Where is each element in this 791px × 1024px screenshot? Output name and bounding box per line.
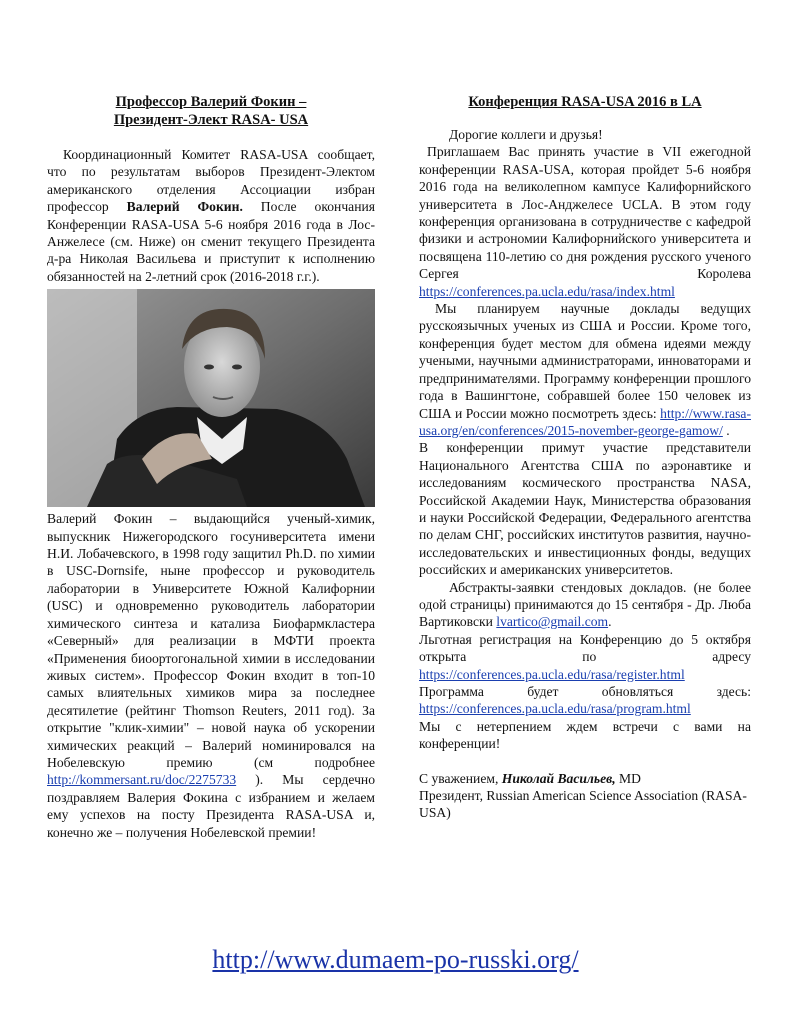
left-column [47,93,375,841]
plans-paragraph [419,300,751,439]
intro-name: Валерий Фокин. [126,199,243,215]
plans-text-end: . [722,422,730,438]
signature [419,770,751,787]
registration-link[interactable]: https://conferences.pa.ucla.edu/rasa/register.html [419,666,685,682]
greeting: Дорогие коллеги и друзья! [449,127,603,142]
previous-conference-link[interactable]: http://www.rasa-usa.org/en/conferences/2015-november-george-gamow/ [419,405,751,438]
abstracts-text: Абстракты-заявки стендовых докладов. (не более одой страницы) принимаются до 15 сентября - Др. Люба Вартиковски [419,579,751,630]
conference-index-link[interactable]: https://conferences.pa.ucla.edu/rasa/index.html [419,283,675,299]
bio-text-a: Валерий Фокин – выдающийся ученый-химик, выпускник Нижегородского госуниверситета имени Н.И. Лобачевского, в 1998 году защитил Ph.D. по химии в USC-Dornsife, ныне профессор и руководитель лаборатории в Университете Южной Калифорнии (USC) и одновременно руководитель лаборатории химического синтеза и катализа Биофармкластера «Северный» для реализации в МФТИ проекта «Применения биоортогональной химии в исследовании живых систем». Профессор Фокин входит в топ-10 самых влиятельных химиков мира за последнее десятилетие (рейтинг Thomson Reuters, 2011 год). За открытие "клик-химии" – новой наука об ускорении химических реакций – Валерий номинировался на Нобелевскую премию (см подробнее [47,511,375,770]
abstracts-paragraph [419,579,751,631]
plans-text: Мы планируем научные доклады ведущих русскоязычных ученых из США и России. Кроме того, конференция будет местом для обмена идеями между учеными, научными администраторами, инноваторами и предпринимателями. Программу конференции прошлого года в Вашингтоне, собравшей более 150 человек из США и России можно посмотреть здесь: [419,301,751,421]
right-column [419,93,751,822]
closing-paragraph: Мы с нетерпением ждем встречи с вами на конференции! [419,718,751,752]
invitation-text: Приглашаем Вас принять участие в VII ежегодной конференции RASA-USA, которая пройдет 5-6 ноября 2016 года на великолепном кампусе Калифорнийского университета в Лос-Анджелесе UCLA. В этом году конференция организована в сотрудничестве с кафедрой физики и астрономии Калифорнийского университета и посвящена 110-летию со дня рождения русского ученого Сергея Королева [419,144,751,282]
bio-paragraph [47,510,375,841]
program-link[interactable]: https://conferences.pa.ucla.edu/rasa/program.html [419,701,691,717]
bio-text-b: ). Мы сердечно поздравляем Валерия Фокина с избранием и желаем ему успехов на посту Президента RASA-USA и, конечно же – получения Нобелевской премии! [47,772,375,840]
footer [0,945,791,975]
left-article-title [47,93,375,129]
signature-prefix: С уважением, [419,770,502,786]
right-article-title: Конференция RASA-USA 2016 в LA [468,94,702,110]
abstracts-text-end: . [608,614,612,630]
signature-name: Николай Васильев, [501,770,616,786]
invitation-paragraph [419,143,751,300]
kommersant-link[interactable]: http://kommersant.ru/doc/2275733 [47,772,237,788]
intro-paragraph [47,146,375,285]
registration-paragraph [419,631,751,683]
contact-email-link[interactable]: lvartico@gmail.com [496,614,609,630]
participants-paragraph: В конференции примут участие представители Национального Агентства США по аэронавтике и исследованиям космического пространства NASA, Российской Академии Наук, Министерства образования и науки Российской Федерации, Федерального агентства по делам СНГ, российских институтов развития, научно-исследовательских и инвестиционных фонды, ведущих российских и американских университетов. [419,440,751,578]
footer-site-link[interactable]: http://www.dumaem-po-russki.org/ [212,945,579,974]
left-title-line-2: Президент-Элект RASA- USA [113,112,309,128]
signature-degree: MD [615,770,641,786]
program-text: Программа будет обновляться здесь: [419,684,751,699]
left-title-line-1: Профессор Валерий Фокин – [115,94,307,110]
portrait-photo [47,289,375,507]
intro-text-a: Координационный Комитет RASA-USA сообщает, что по результатам выборов Президент-Электом американского отделения Ассоциации избран профессор [47,147,375,215]
registration-text: Льготная регистрация на Конференцию до 5 октября открыта по адресу [419,631,751,665]
signature-title: Президент, Russian American Science Association (RASA-USA) [419,788,747,821]
intro-text-b: После окончания Конференции RASA-USA 5-6 ноября 2016 года в Лос-Анжелесе (см. Ниже) он сменит текущего Президента д-ра Николая Васильева и приступит к исполнению обязанностей на 2-летний срок (2016-2018 г.г.). [47,199,375,284]
program-paragraph [419,683,751,718]
